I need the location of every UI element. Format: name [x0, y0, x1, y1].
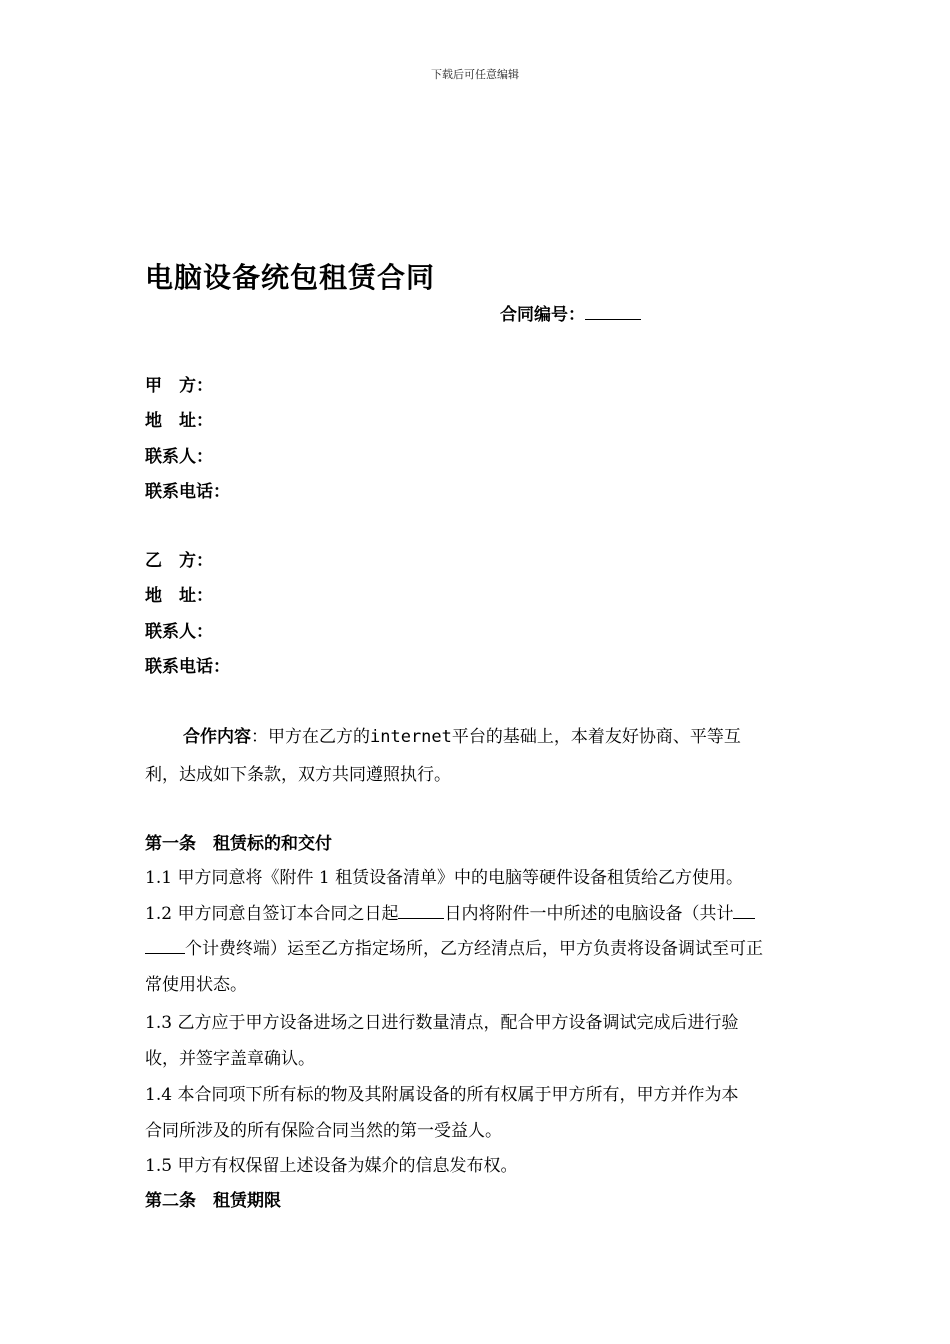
clause-1-2-line-1	[145, 899, 755, 924]
article-2-heading: 第二条 租赁期限	[145, 1191, 281, 1211]
cooperation-line-1	[183, 722, 741, 747]
clause-1-1: 1.1 甲方同意将《附件 1 租赁设备清单》中的电脑等硬件设备租赁给乙方使用。	[145, 868, 744, 888]
clause-1-2-line-3: 常使用状态。	[145, 975, 247, 995]
contract-number	[500, 300, 641, 325]
clause-1-3-line-2: 收，并签字盖章确认。	[145, 1049, 315, 1069]
party-a-address-label: 地 址：	[145, 411, 213, 431]
clause-1-2-days-blank	[398, 901, 444, 919]
party-a-phone-label: 联系电话：	[145, 482, 230, 502]
party-a-name-label: 甲 方：	[145, 376, 213, 396]
clause-1-2-part-c: 个计费终端）运至乙方指定场所，乙方经清点后，甲方负责将设备调试至可正	[185, 939, 763, 959]
contract-number-blank	[585, 302, 641, 320]
clause-1-2-line-2	[145, 934, 763, 959]
party-b-address-label: 地 址：	[145, 586, 213, 606]
clause-1-3-line-1: 1.3 乙方应于甲方设备进场之日进行数量清点，配合甲方设备调试完成后进行验	[145, 1013, 739, 1033]
cooperation-line-2: 利，达成如下条款，双方共同遵照执行。	[145, 765, 451, 785]
document-title: 电脑设备统包租赁合同	[145, 261, 436, 294]
party-b-name-label: 乙 方：	[145, 551, 213, 571]
clause-1-4-line-2: 合同所涉及的所有保险合同当然的第一受益人。	[145, 1121, 502, 1141]
cooperation-text-1-rest: 平台的基础上，本着友好协商、平等互	[451, 727, 741, 747]
party-b-contact-label: 联系人：	[145, 622, 213, 642]
clause-1-5: 1.5 甲方有权保留上述设备为媒介的信息发布权。	[145, 1156, 518, 1176]
contract-number-label: 合同编号：	[500, 305, 585, 325]
clause-1-4-line-1: 1.4 本合同项下所有标的物及其附属设备的所有权属于甲方所有，甲方并作为本	[145, 1085, 739, 1105]
clause-1-2-count-blank-2	[145, 936, 185, 954]
clause-1-2-part-a: 1.2 甲方同意自签订本合同之日起	[145, 904, 399, 924]
party-b-phone-label: 联系电话：	[145, 657, 230, 677]
cooperation-label: 合作内容	[183, 727, 251, 747]
party-a-contact-label: 联系人：	[145, 447, 213, 467]
clause-1-2-part-b: 日内将附件一中所述的电脑设备（共计	[444, 904, 734, 924]
article-1-heading: 第一条 租赁标的和交付	[145, 834, 332, 854]
cooperation-keyword: internet	[370, 727, 452, 747]
header-note: 下载后可任意编辑	[431, 68, 519, 81]
clause-1-2-count-blank-1	[733, 901, 755, 919]
cooperation-text-1: ：甲方在乙方的	[251, 727, 370, 747]
